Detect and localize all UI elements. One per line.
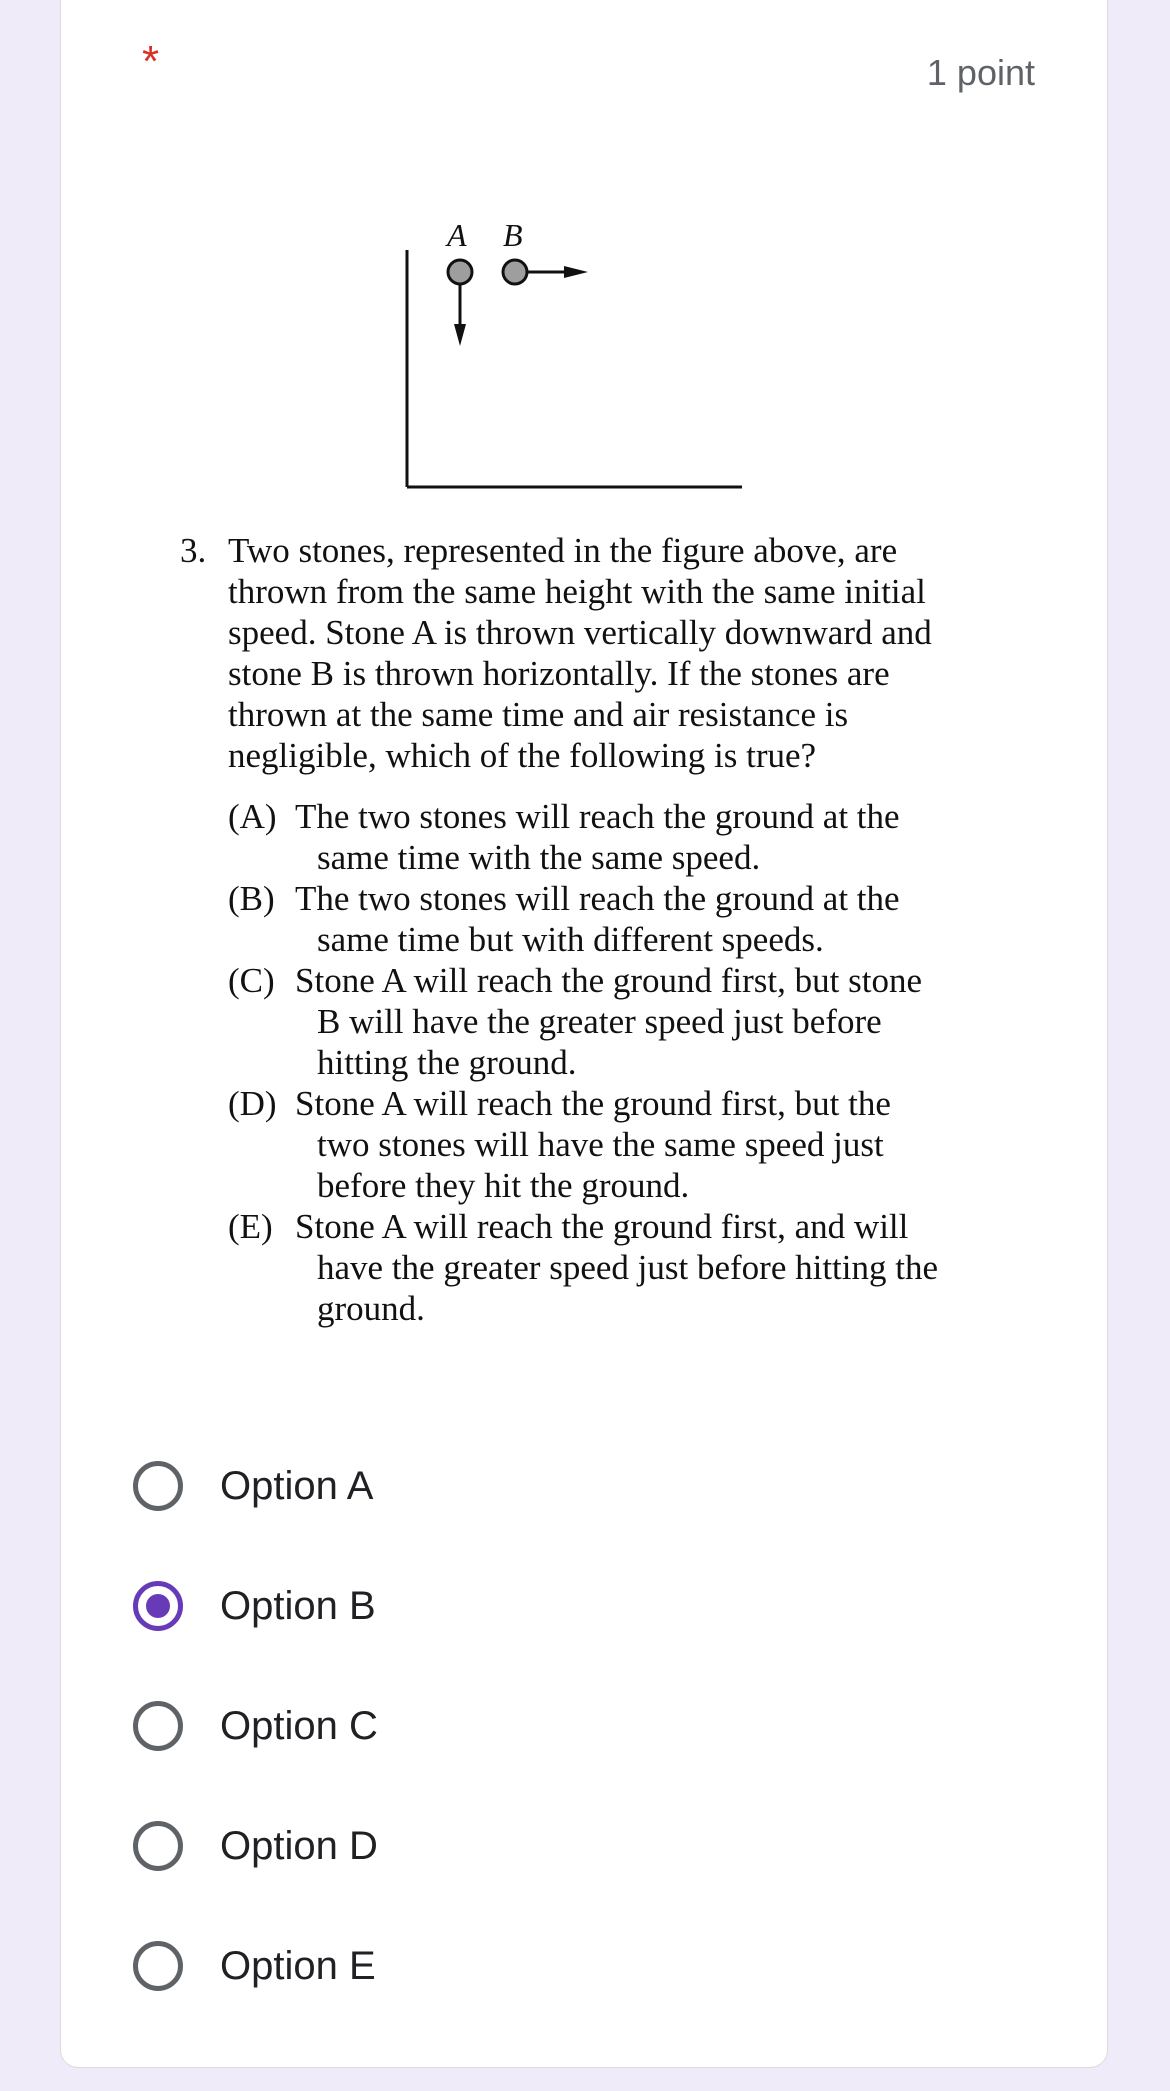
choice-letter: (B)	[228, 879, 275, 918]
choice-line: have the greater speed just before hitting the	[317, 1248, 939, 1287]
choice-d	[228, 1083, 1000, 1206]
radio-unchecked-icon[interactable]	[133, 1701, 183, 1751]
stem-line: stone B is thrown horizontally. If the stones are	[228, 654, 890, 693]
choice-b	[228, 878, 1000, 960]
choice-line: The two stones will reach the ground at the	[295, 879, 900, 918]
choice-line: ground.	[317, 1289, 425, 1328]
stem-line: Two stones, represented in the figure above, are	[228, 531, 898, 570]
choice-line: B will have the greater speed just before	[317, 1002, 882, 1041]
choice-line: Stone A will reach the ground first, but stone	[295, 961, 922, 1000]
option-b-row[interactable]	[133, 1546, 1033, 1666]
right-arrow-icon	[564, 266, 588, 278]
question-figure	[390, 210, 770, 500]
choice-line: Stone A will reach the ground first, and will	[295, 1207, 909, 1246]
choice-line: The two stones will reach the ground at the	[295, 797, 900, 836]
radio-checked-icon[interactable]	[133, 1581, 183, 1631]
stem-line: thrown at the same time and air resistance is	[228, 695, 849, 734]
radio-unchecked-icon[interactable]	[133, 1941, 183, 1991]
radio-options	[133, 1426, 1033, 2026]
stem-line: thrown from the same height with the same initial	[228, 572, 926, 611]
stem-line: speed. Stone A is thrown vertically downward and	[228, 613, 932, 652]
required-asterisk: *	[142, 37, 160, 86]
choice-c	[228, 960, 1000, 1083]
choice-line: hitting the ground.	[317, 1043, 577, 1082]
stones-diagram	[390, 210, 770, 500]
option-label[interactable]: Option D	[220, 1823, 378, 1868]
choice-letter: (D)	[228, 1084, 277, 1123]
problem-text	[180, 530, 1000, 1329]
option-e-row[interactable]	[133, 1906, 1033, 2026]
option-label[interactable]: Option A	[220, 1463, 374, 1508]
choice-a	[228, 796, 1000, 878]
problem-number: 3.	[180, 531, 207, 570]
choice-line: same time with the same speed.	[317, 838, 761, 877]
option-a-row[interactable]	[133, 1426, 1033, 1546]
stone-b-icon	[503, 260, 527, 284]
label-a: A	[447, 217, 467, 253]
radio-unchecked-icon[interactable]	[133, 1461, 183, 1511]
choice-letter: (C)	[228, 961, 275, 1000]
stem-line: negligible, which of the following is true?	[228, 736, 817, 775]
down-arrow-icon	[454, 324, 466, 346]
stone-a-icon	[448, 260, 472, 284]
option-label[interactable]: Option C	[220, 1703, 378, 1748]
choice-line: same time but with different speeds.	[317, 920, 824, 959]
choice-letter: (E)	[228, 1207, 273, 1246]
label-b: B	[503, 217, 523, 253]
option-label[interactable]: Option B	[220, 1583, 376, 1628]
option-d-row[interactable]	[133, 1786, 1033, 1906]
answer-choices	[228, 796, 1000, 1329]
choice-line: two stones will have the same speed just	[317, 1125, 884, 1164]
choice-line: before they hit the ground.	[317, 1166, 690, 1205]
problem-stem	[228, 530, 1000, 776]
choice-line: Stone A will reach the ground first, but the	[295, 1084, 891, 1123]
points-label: 1 point	[926, 52, 1035, 93]
choice-letter: (A)	[228, 797, 277, 836]
choice-e	[228, 1206, 1000, 1329]
radio-unchecked-icon[interactable]	[133, 1821, 183, 1871]
option-c-row[interactable]	[133, 1666, 1033, 1786]
option-label[interactable]: Option E	[220, 1943, 376, 1988]
